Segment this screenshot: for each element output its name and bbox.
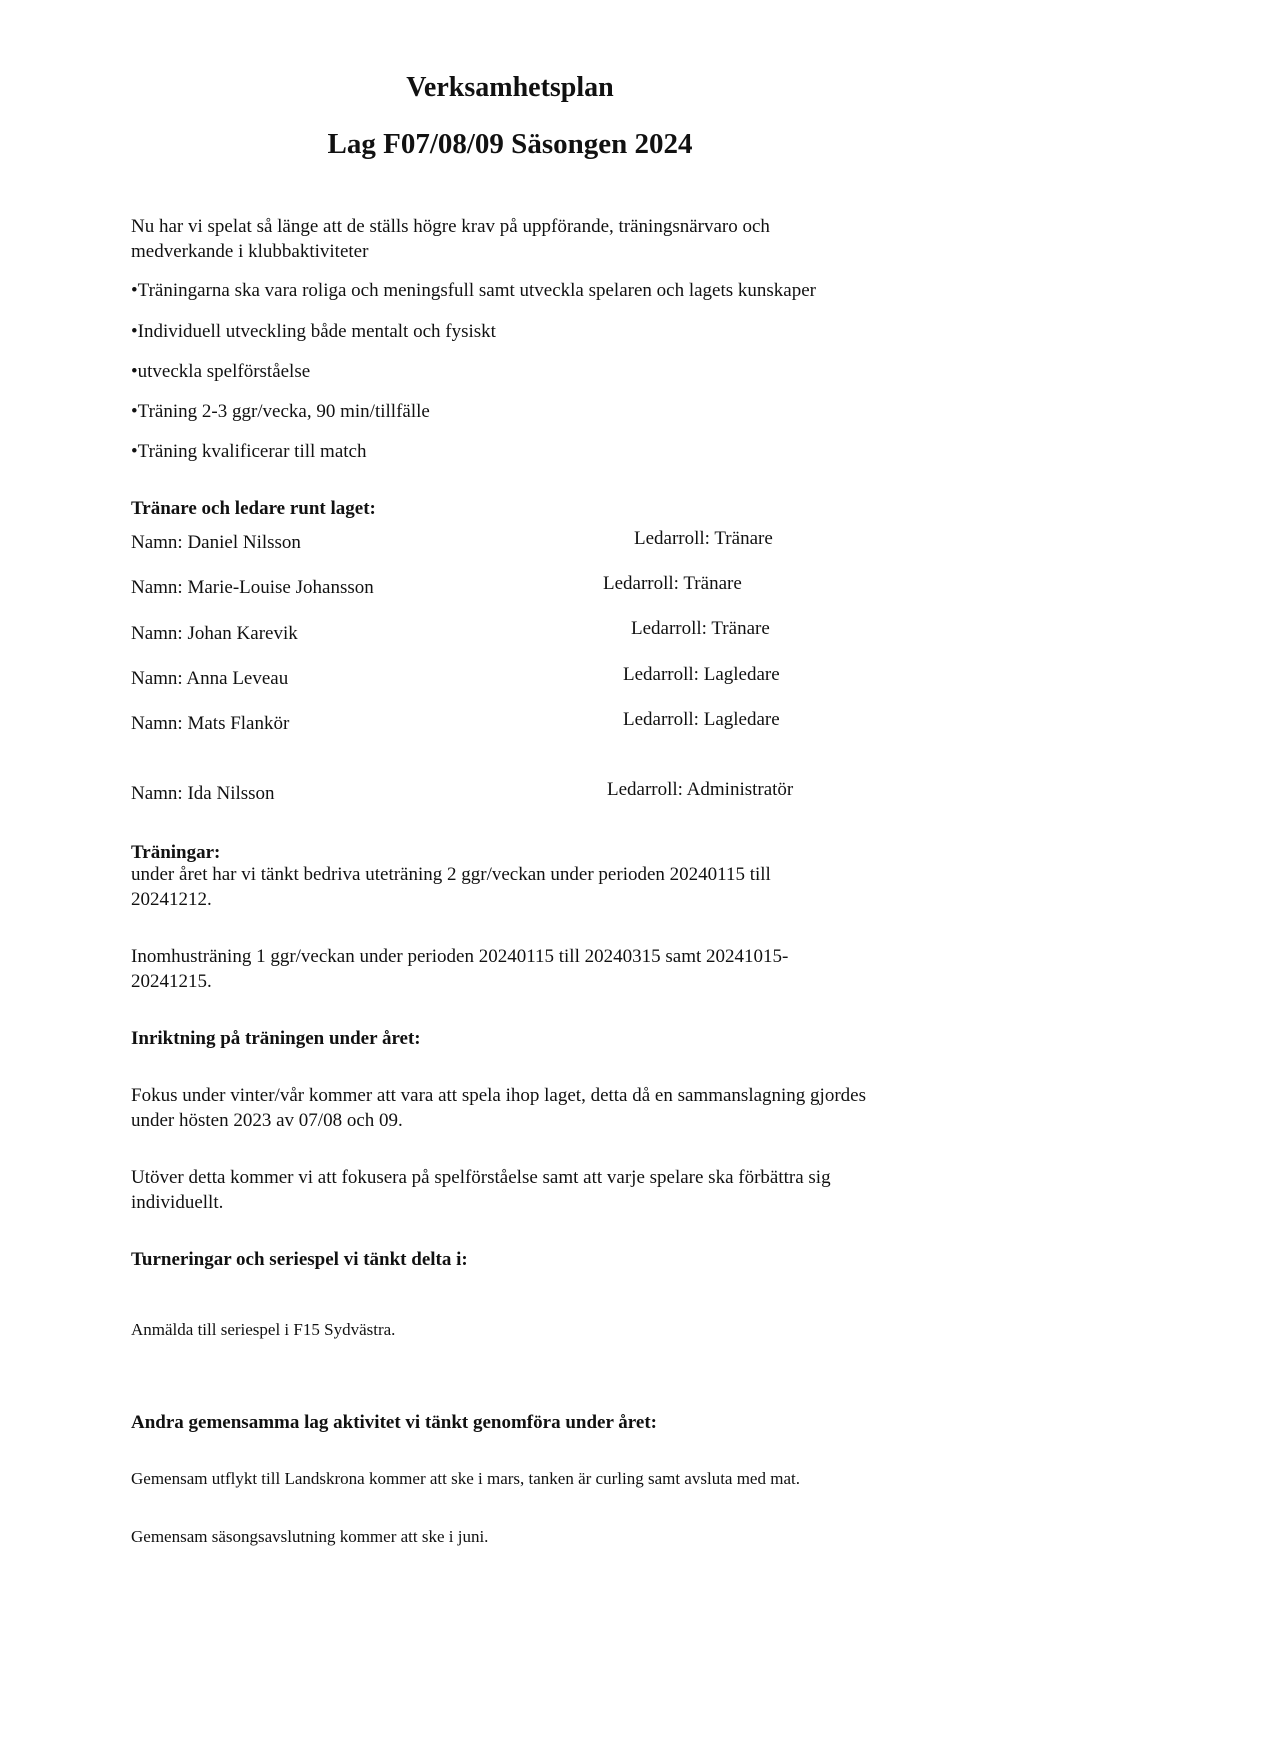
leaders-heading: Tränare och ledare runt laget: xyxy=(131,498,376,519)
focus-paragraph: Utöver detta kommer vi att fokusera på spelförståelse samt att varje spelare ska förbättra sig individuellt. xyxy=(131,1167,831,1213)
bullet-item: •Individuell utveckling både mentalt och fysiskt xyxy=(131,321,496,342)
activities-paragraph: Gemensam säsongsavslutning kommer att ske i juni. xyxy=(131,1527,489,1546)
leader-name: Namn: Daniel Nilsson xyxy=(131,532,301,553)
tournament-heading: Turneringar och seriespel vi tänkt delta i: xyxy=(131,1249,468,1270)
leader-name: Namn: Johan Karevik xyxy=(131,623,298,644)
bullet-item: •Träning 2-3 ggr/vecka, 90 min/tillfälle xyxy=(131,401,430,422)
bullet-item: •Träningarna ska vara roliga och meningsfull samt utveckla spelaren och lagets kunskaper xyxy=(131,280,816,301)
bullet-item: •utveckla spelförståelse xyxy=(131,361,311,382)
document-subtitle: Lag F07/08/09 Säsongen 2024 xyxy=(327,128,693,160)
bullet-item: •Träning kvalificerar till match xyxy=(131,441,367,462)
leader-name: Namn: Mats Flankör xyxy=(131,713,290,734)
focus-paragraph: Fokus under vinter/vår kommer att vara att spela ihop laget, detta då en sammanslagning gjordes under hösten 2023 av 07/08 och 09. xyxy=(131,1085,866,1131)
training-paragraph: under året har vi tänkt bedriva uteträning 2 ggr/veckan under perioden 20240115 till 20241212. xyxy=(131,864,771,910)
leader-name: Namn: Anna Leveau xyxy=(131,668,289,689)
intro-paragraph: Nu har vi spelat så länge att de ställs högre krav på uppförande, träningsnärvaro och medverkande i klubbaktiviteter xyxy=(131,216,770,262)
activities-paragraph: Gemensam utflykt till Landskrona kommer att ske i mars, tanken är curling samt avsluta med mat. xyxy=(131,1469,800,1488)
leader-name: Namn: Marie-Louise Johansson xyxy=(131,577,374,598)
leader-role: Ledarroll: Tränare xyxy=(634,528,773,549)
leader-role: Ledarroll: Lagledare xyxy=(623,709,780,730)
tournament-paragraph: Anmälda till seriespel i F15 Sydvästra. xyxy=(131,1320,396,1339)
leader-role: Ledarroll: Lagledare xyxy=(623,664,780,685)
activities-heading: Andra gemensamma lag aktivitet vi tänkt genomföra under året: xyxy=(131,1412,657,1433)
leader-role: Ledarroll: Administratör xyxy=(607,779,794,800)
leader-role: Ledarroll: Tränare xyxy=(631,618,770,639)
training-heading: Träningar: xyxy=(131,842,221,863)
leader-name: Namn: Ida Nilsson xyxy=(131,783,275,804)
document-title: Verksamhetsplan xyxy=(406,72,614,103)
training-paragraph: Inomhusträning 1 ggr/veckan under perioden 20240115 till 20240315 samt 20241015-20241215. xyxy=(131,946,789,992)
leader-role: Ledarroll: Tränare xyxy=(603,573,742,594)
focus-heading: Inriktning på träningen under året: xyxy=(131,1028,421,1049)
